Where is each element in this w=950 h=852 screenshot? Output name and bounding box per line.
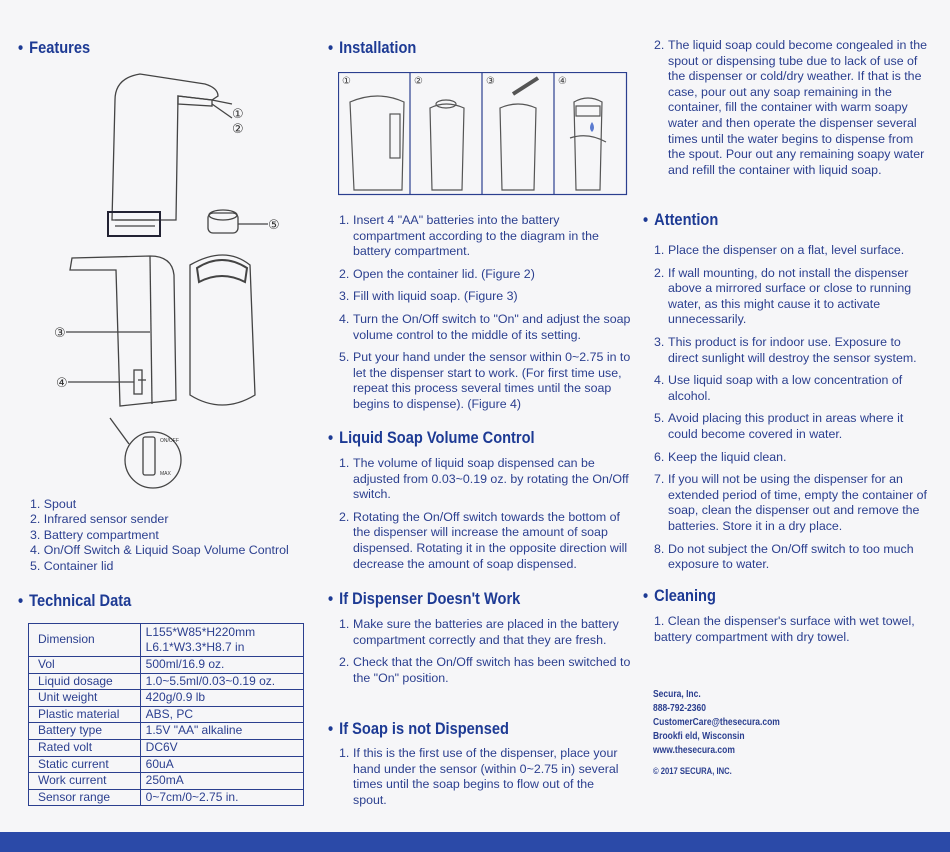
volume-control-steps — [339, 456, 631, 579]
installation-figures — [338, 72, 628, 196]
feature-item: 5. Container lid — [30, 558, 114, 573]
technical-data-table — [28, 623, 304, 806]
not-dispensed-heading: • If Soap is not Dispensed — [328, 719, 509, 738]
table-row — [29, 624, 304, 657]
container-lid-part — [208, 213, 238, 233]
bullet-icon: • — [643, 210, 649, 229]
list-item: 1. If this is the first use of the dispenser, place your hand under the sensor (within 0~2.75 in) several times until the soap begins to flow out of the spout. — [339, 746, 619, 807]
features-list — [30, 497, 289, 574]
doesnt-work-steps — [339, 617, 631, 693]
table-cell-label: Work current — [29, 773, 141, 790]
bullet-icon: • — [328, 38, 334, 57]
table-row — [29, 773, 304, 790]
doesnt-work-heading: • If Dispenser Doesn't Work — [328, 589, 521, 608]
list-item: 6. Keep the liquid clean. — [654, 449, 787, 464]
table-row — [29, 789, 304, 806]
callout-1: ① — [232, 107, 244, 122]
installation-steps — [339, 213, 631, 420]
features-heading: • Features — [18, 38, 91, 57]
figure-1-dispenser — [350, 96, 404, 190]
volume-control-heading: • Liquid Soap Volume Control — [328, 428, 535, 447]
cleaning-text: 1. Clean the dispenser's surface with wet towel, battery compartment with dry towel. — [654, 614, 915, 644]
attention-steps — [654, 243, 934, 580]
list-item: 4. Use liquid soap with a low concentration of alcohol. — [654, 373, 903, 403]
list-item: 5. Put your hand under the sensor within 0~2.75 in to let the dispenser start to work. (For first time use, repeat this process several times until the soap begins to dispense). (Figure 4) — [339, 350, 631, 411]
table-row — [29, 739, 304, 756]
cleaning-heading: • Cleaning — [643, 586, 716, 605]
figure-3-dispenser — [500, 104, 536, 190]
bullet-icon: • — [328, 428, 334, 447]
list-item: 2. The liquid soap could become congealed in the spout or dispensing tube due to lack of use of the dispenser or cold/dry weather. If that is the case, pour out any soap remaining in the container, fill the container with warm soapy water and then operate the dispenser several times until the water begins to dispense from the spout. Pour out any remaining soapy water and refill the container with liquid soap. — [654, 38, 928, 177]
table-cell-value: L155*W85*H220mm L6.1*W3.3*H8.7 in — [140, 624, 303, 657]
list-item: 7. If you will not be using the dispenser for an extended period of time, empty the container of soap, clean the dispenser out and remove the batteries. Store it in a dry place. — [654, 472, 927, 533]
bullet-icon: • — [328, 589, 334, 608]
feature-item: 4. On/Off Switch & Liquid Soap Volume Control — [30, 543, 289, 558]
switch-on-off-label: ON/OFF — [160, 438, 179, 444]
figure-label-1: ① — [342, 76, 351, 87]
installation-heading: • Installation — [328, 38, 417, 57]
table-row — [29, 673, 304, 690]
figure-label-3: ③ — [486, 76, 495, 87]
table-row — [29, 723, 304, 740]
list-item: 2. Rotating the On/Off switch towards the bottom of the dispenser will increase the amount of soap dispensed. Rotating it in the opposite direction will decrease the amount of soap dispensed. — [339, 509, 628, 571]
table-cell-value: DC6V — [140, 739, 303, 756]
feature-item: 1. Spout — [30, 497, 77, 511]
table-cell-value: 0~7cm/0~2.75 in. — [140, 789, 303, 806]
list-item: 4. Turn the On/Off switch to "On" and adjust the soap volume control to the middle of its setting. — [339, 311, 631, 342]
callout-4: ④ — [56, 376, 68, 391]
figure-2-dispenser — [430, 104, 464, 190]
bullet-icon: • — [18, 38, 24, 57]
dispenser-side-body — [112, 74, 218, 220]
list-item: 2. If wall mounting, do not install the dispenser above a mirrored surface or close to running water, as this might cause it to activate unnecessarily. — [654, 265, 912, 327]
email-address[interactable]: CustomerCare@thesecura.com — [653, 717, 780, 728]
table-cell-label: Vol — [29, 657, 141, 674]
callout-3: ③ — [54, 326, 66, 341]
table-row — [29, 706, 304, 723]
dispenser-back-view — [70, 256, 176, 406]
city-location: Brookfi eld, Wisconsin — [653, 731, 745, 742]
footer-bar — [0, 832, 950, 852]
product-diagram — [0, 60, 300, 490]
sensor-window — [108, 212, 160, 236]
list-item: 3. Fill with liquid soap. (Figure 3) — [339, 289, 518, 304]
callout-5: ⑤ — [268, 218, 280, 233]
feature-item: 2. Infrared sensor sender — [30, 512, 169, 527]
list-item: 2. Open the container lid. (Figure 2) — [339, 266, 535, 281]
technical-data-heading: • Technical Data — [18, 591, 132, 610]
table-cell-label: Dimension — [29, 624, 141, 657]
table-cell-value: 250mA — [140, 773, 303, 790]
table-cell-value: ABS, PC — [140, 706, 303, 723]
table-cell-value: 60uA — [140, 756, 303, 773]
switch-max-label: MAX — [160, 471, 171, 477]
table-cell-label: Liquid dosage — [29, 673, 141, 690]
table-cell-label: Sensor range — [29, 789, 141, 806]
table-row — [29, 756, 304, 773]
callout-2: ② — [232, 122, 244, 137]
feature-item: 3. Battery compartment — [30, 527, 159, 542]
figure-label-2: ② — [414, 76, 423, 87]
table-cell-label: Unit weight — [29, 690, 141, 707]
table-cell-label: Static current — [29, 756, 141, 773]
list-item: 5. Avoid placing this product in areas where it could become covered in water. — [654, 411, 904, 441]
table-row — [29, 657, 304, 674]
table-cell-label: Battery type — [29, 723, 141, 740]
spout-shape — [178, 96, 212, 106]
list-item: 8. Do not subject the On/Off switch to too much exposure to water. — [654, 541, 914, 572]
list-item: 1. Make sure the batteries are placed in the battery compartment correctly and that they are fresh. — [339, 617, 619, 647]
phone-number: 888-792-2360 — [653, 703, 706, 714]
contact-block — [653, 688, 780, 758]
figure-label-4: ④ — [558, 76, 567, 87]
company-name: Secura, Inc. — [653, 689, 701, 700]
table-cell-value: 500ml/16.9 oz. — [140, 657, 303, 674]
website-link[interactable]: www.thesecura.com — [653, 745, 735, 756]
list-item: 1. Insert 4 "AA" batteries into the battery compartment according to the diagram in the battery compartment. — [339, 213, 599, 259]
list-item: 2. Check that the On/Off switch has been switched to the "On" position. — [339, 655, 631, 685]
table-cell-value: 1.5V "AA" alkaline — [140, 723, 303, 740]
table-row — [29, 690, 304, 707]
table-cell-value: 420g/0.9 lb — [140, 690, 303, 707]
table-cell-value: 1.0~5.5ml/0.03~0.19 oz. — [140, 673, 303, 690]
table-cell-label: Rated volt — [29, 739, 141, 756]
bullet-icon: • — [643, 586, 649, 605]
copyright-text: © 2017 SECURA, INC. — [653, 766, 732, 776]
bullet-icon: • — [328, 719, 334, 738]
table-cell-label: Plastic material — [29, 706, 141, 723]
list-item: 1. The volume of liquid soap dispensed can be adjusted from 0.03~0.19 oz. by rotating the On/Off switch. — [339, 456, 629, 502]
not-dispensed-steps-col3 — [654, 38, 932, 185]
not-dispensed-steps-col2 — [339, 746, 631, 815]
list-item: 3. This product is for indoor use. Exposure to direct sunlight will destroy the sensor system. — [654, 334, 917, 365]
bullet-icon: • — [18, 591, 24, 610]
figure-4-dispenser — [574, 98, 602, 190]
list-item: 1. Place the dispenser on a flat, level surface. — [654, 243, 905, 257]
attention-heading: • Attention — [643, 210, 719, 229]
